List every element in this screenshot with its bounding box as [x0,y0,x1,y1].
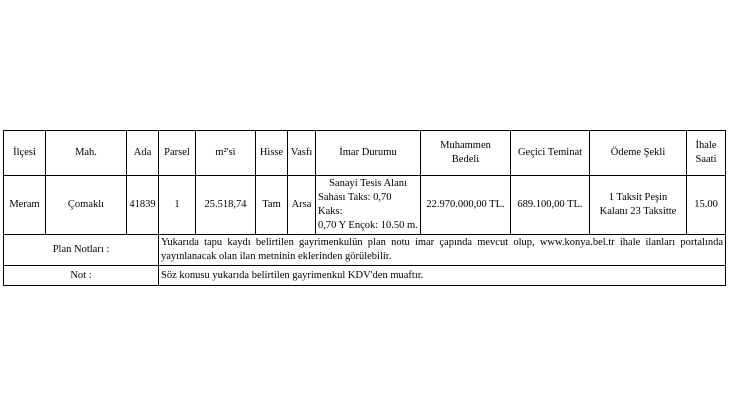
cell-muhammen: 22.970.000,00 TL. [421,176,511,235]
header-teminat: Geçici Teminat [511,131,590,176]
header-ilce: İlçesi [4,131,46,176]
header-muhammen [421,131,511,176]
auction-table [3,130,726,286]
header-ihale-line-1: İhale [695,140,717,151]
header-odeme: Ödeme Şekli [590,131,687,176]
cell-odeme-line-1: 1 Taksit Peşin [608,192,668,203]
cell-mahalle: Çomaklı [46,176,127,235]
cell-ihale: 15.00 [687,176,726,235]
header-m2: m²'si [196,131,256,176]
note-row [4,266,726,286]
cell-ilce: Meram [4,176,46,235]
plan-notes-text: Yukarıda tapu kaydı belirtilen gayrimenkulün plan notu imar çapında mevcut olup, www.konya.bel.tr ihale ilanları portalında yayınlanacak olan ilan metninin eklerinden görülebilir. [159,235,726,266]
cell-ada: 41839 [127,176,159,235]
cell-m2: 25.518,74 [196,176,256,235]
cell-odeme [590,176,687,235]
plan-notes-row [4,235,726,266]
header-ada: Ada [127,131,159,176]
note-text: Söz konusu yukarıda belirtilen gayrimenkul KDV'den muaftır. [159,266,726,286]
cell-teminat: 689.100,00 TL. [511,176,590,235]
header-mahalle: Mah. [46,131,127,176]
header-hisse: Hisse [256,131,288,176]
cell-vasfi: Arsa [288,176,316,235]
header-vasfi: Vasfı [288,131,316,176]
header-muhammen-line-1: Muhammen [440,140,491,151]
cell-odeme-line-2: Kalanı 23 Taksitte [599,206,677,217]
header-row [4,131,726,176]
header-ihale [687,131,726,176]
header-ihale-line-2: Saati [695,154,717,165]
note-label: Not : [4,266,159,286]
header-muhammen-line-2: Bedeli [451,154,480,165]
cell-parsel: 1 [159,176,196,235]
cell-imar [316,176,421,235]
cell-hisse: Tam [256,176,288,235]
plan-notes-label: Plan Notları : [4,235,159,266]
table-row [4,176,726,235]
cell-imar-line-3: 0,70 Y Ençok: 10.50 m. [318,220,418,231]
cell-imar-line-1: Sanayi Tesis Alanı [329,178,407,189]
header-parsel: Parsel [159,131,196,176]
cell-imar-line-2: Sahası Taks: 0,70 Kaks: [318,192,392,217]
header-imar: İmar Durumu [316,131,421,176]
